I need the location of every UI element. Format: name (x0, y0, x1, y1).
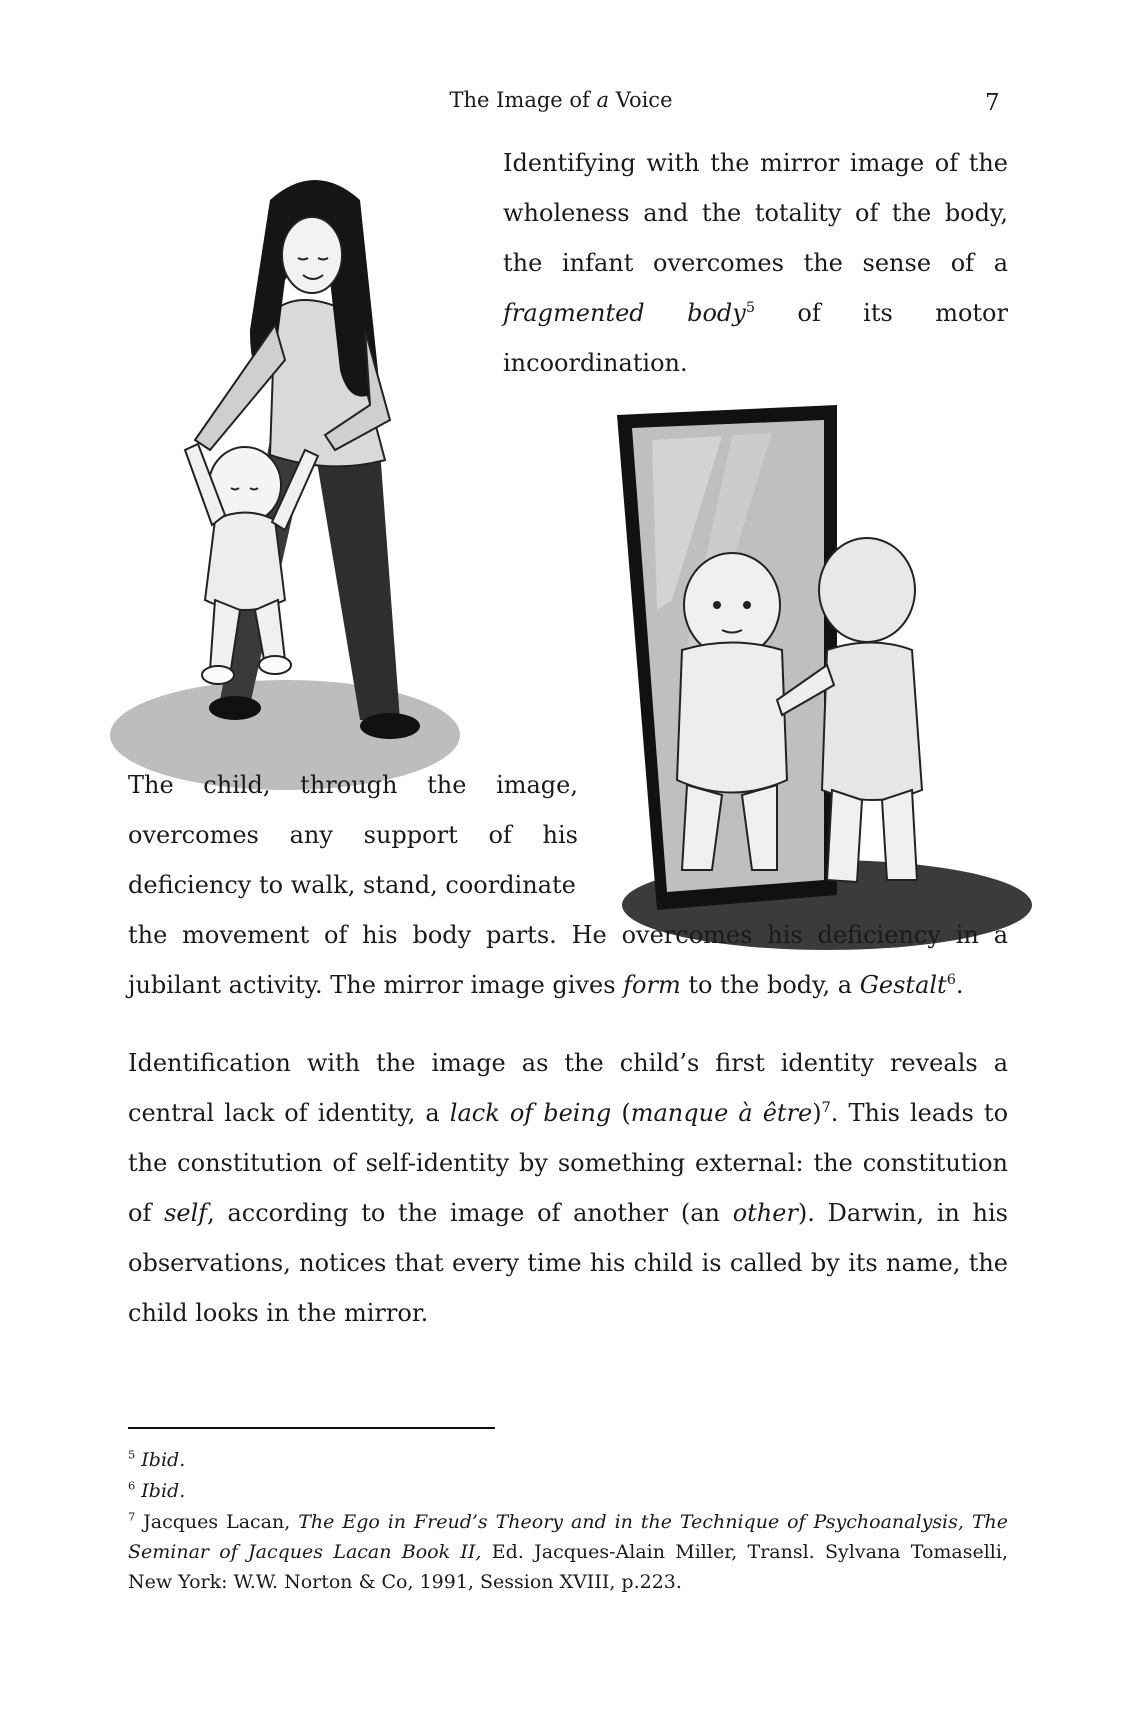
paragraph-2-line-3: deficiency to walk, stand, coordinate (128, 871, 576, 899)
page-number: 7 (985, 90, 1000, 116)
footnote-separator (128, 1427, 495, 1429)
paragraph-2-line-2: overcomes any support of his (128, 821, 578, 849)
footnote-5: $^5$ Ibid. (128, 1447, 186, 1471)
mother-and-baby-illustration (100, 160, 470, 800)
paragraph-2-line-1: The child, through the image, (128, 771, 578, 799)
running-head: The Image of a Voice (449, 88, 673, 112)
footnote-6: $^6$ Ibid. (128, 1478, 186, 1502)
paragraph-1: Identifying with the mirror image of the wholeness and the totality of the body, the infant overcomes the sense of a fragmented body$^5$ of its motor incoordination. (503, 149, 1008, 377)
footnote-7: $^7$ Jacques Lacan, The Ego in Freud’s Theory and in the Technique of Psychoanalysis, The Seminar of Jacques Lacan Book II, Ed. Jacques-Alain Miller, Transl. Sylvana Tomaselli, New York: W.W. Norton & Co, 1991, Session XVIII, p.223. (128, 1509, 1009, 1593)
paragraph-2 (128, 760, 1008, 1010)
paragraph-2-rest: the movement of his body parts. He overcomes his deficiency in a jubilant activity. The mirror image gives form to the body, a Gestalt$^6$. (128, 921, 1008, 999)
paragraph-3: Identification with the image as the child’s first identity reveals a central lack of identity, a lack of being (manque à être)$^7$. This leads to the constitution of self-identity by something external: the constitution of self, according to the image of another (an other). Darwin, in his observations, notices that every time his child is called by its name, the child looks in the mirror. (128, 1049, 1009, 1327)
